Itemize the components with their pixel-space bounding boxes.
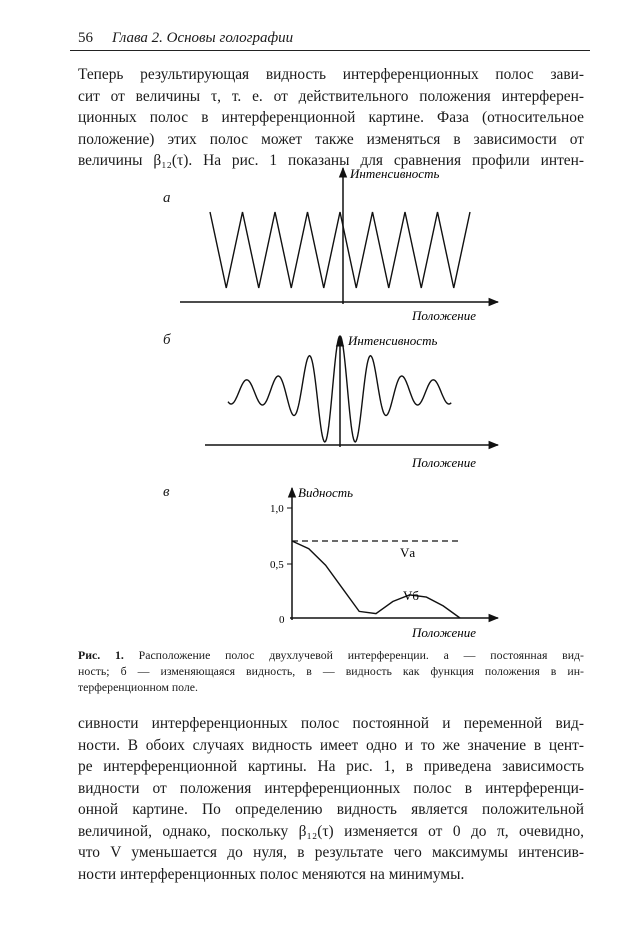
tick-label-0: 0: [279, 614, 285, 626]
panel-a-chart: [180, 166, 498, 323]
caption-label: Рис. 1.: [78, 648, 124, 662]
text-line: величины β₁₂(τ). На рис. 1 показаны для сравнения профили интен-: [78, 152, 584, 169]
caption-line: терференционном поле.: [78, 680, 198, 694]
text-line: сивности интерференционных полос постоянной и переменной вид-: [78, 715, 584, 732]
caption-line: Расположение полос двухлучевой интерференции. а — постоянная вид-: [138, 648, 584, 662]
panel-letter-b: б: [163, 332, 171, 348]
panel-b-x-label: Положение: [412, 455, 476, 470]
figure-caption: [78, 647, 584, 695]
text-line: ре интерференционной картины. На рис. 1, в приведена зависимость: [78, 758, 584, 775]
text-line: ционных полос в интерференционной картине. Фаза (относительное: [78, 109, 584, 126]
panel-c-y-label: Видность: [298, 485, 354, 500]
running-title: Глава 2. Основы голографии: [112, 30, 294, 46]
tick-label-0-5: 0,5: [270, 559, 284, 571]
panel-letter-c: в: [163, 484, 170, 500]
panel-c-chart: [270, 485, 498, 640]
caption-line: ность; б — изменяющаяся видность, в — видность как функция положения в ин-: [78, 664, 584, 678]
text-line: сит от величины τ, т. е. от действительного положения интерферен-: [78, 87, 584, 105]
text-line: видности от положения интерференционных полос в интерференци-: [78, 779, 584, 797]
panel-b-chart: [205, 333, 498, 470]
panel-letter-a: а: [163, 190, 171, 206]
vb-curve: [292, 541, 460, 618]
text-line: онной картине. По определению видность является положительной: [78, 801, 584, 818]
panel-a-y-label: Интенсивность: [350, 166, 440, 181]
text-line: величиной, однако, поскольку β₁₂(τ) изменяется от 0 до π, очевидно,: [78, 822, 584, 840]
paragraph-bottom: [78, 713, 584, 885]
panel-a-x-label: Положение: [412, 308, 476, 323]
tick-label-1-0: 1,0: [270, 503, 284, 515]
text-line: ности. В обоих случаях видность имеет одно и то же значение в цент-: [78, 736, 584, 754]
text-line: положение) этих полос может также изменяться в зависимости от: [78, 130, 584, 148]
text-line: что V уменьшается до нуля, в результате чего максимумы интенсив-: [78, 844, 584, 861]
panel-b-y-label: Интенсивность: [348, 333, 438, 348]
text-line: Теперь результирующая видность интерференционных полос зави-: [78, 66, 584, 83]
page-number: 56: [78, 30, 93, 46]
vb-label: Vб: [403, 588, 420, 603]
panel-c-x-label: Положение: [412, 625, 476, 640]
panel-a-fringe-curve: [210, 212, 470, 288]
va-label: Vа: [400, 545, 416, 560]
text-line: ности интерференционных полос меняются на минимумы.: [78, 865, 465, 883]
